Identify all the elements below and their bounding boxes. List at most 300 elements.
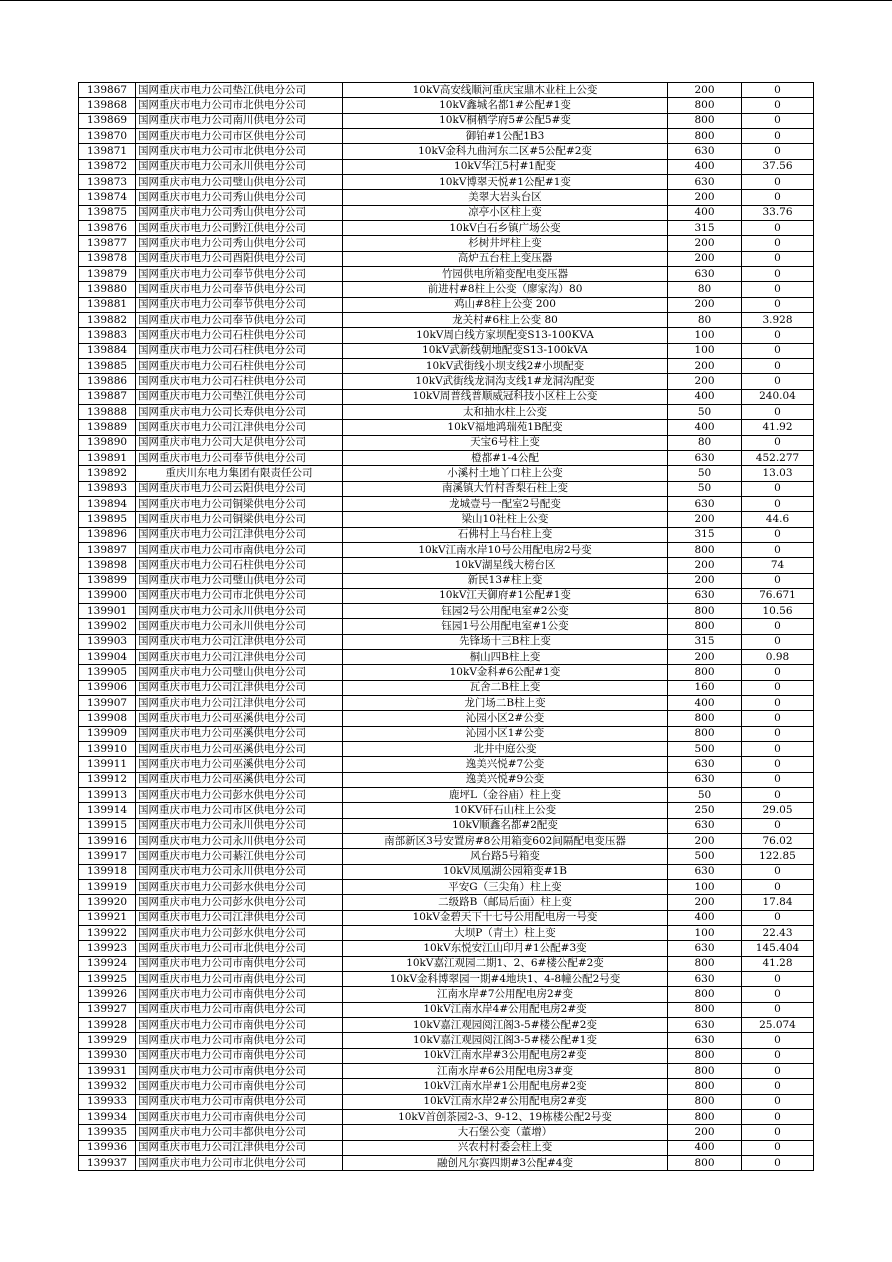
row-id-cell: 139883 xyxy=(79,328,136,343)
capacity-cell: 630 xyxy=(668,818,742,833)
table-row xyxy=(79,358,814,373)
table-row xyxy=(79,1018,814,1033)
transformer-name-cell: 兴农村村委会柱上变 xyxy=(343,1140,668,1155)
load-cell: 0 xyxy=(742,542,814,557)
load-cell: 0 xyxy=(742,190,814,205)
load-cell: 25.074 xyxy=(742,1018,814,1033)
load-cell: 0 xyxy=(742,910,814,925)
load-cell: 0 xyxy=(742,1079,814,1094)
row-id-cell: 139899 xyxy=(79,573,136,588)
company-cell: 国网重庆市电力公司秀山供电分公司 xyxy=(136,205,343,220)
table-row xyxy=(79,834,814,849)
transformer-name-cell: 沁园小区1#公变 xyxy=(343,726,668,741)
table-row xyxy=(79,880,814,895)
load-cell: 0 xyxy=(742,374,814,389)
table-row xyxy=(79,1125,814,1140)
table-row xyxy=(79,466,814,481)
transformer-name-cell: 10kV白石乡镇广场公变 xyxy=(343,220,668,235)
company-cell: 国网重庆市电力公司丰都供电分公司 xyxy=(136,1125,343,1140)
row-id-cell: 139869 xyxy=(79,113,136,128)
row-id-cell: 139935 xyxy=(79,1125,136,1140)
load-cell: 0 xyxy=(742,665,814,680)
capacity-cell: 200 xyxy=(668,236,742,251)
transformer-name-cell: 太和抽水柱上公变 xyxy=(343,404,668,419)
transformer-name-cell: 10kV凤凰湖公园箱变#1B xyxy=(343,864,668,879)
table-row xyxy=(79,481,814,496)
transformer-name-cell: 大坝P（青土）柱上变 xyxy=(343,926,668,941)
row-id-cell: 139928 xyxy=(79,1018,136,1033)
table-row xyxy=(79,849,814,864)
table-row xyxy=(79,343,814,358)
capacity-cell: 630 xyxy=(668,757,742,772)
transformer-name-cell: 新民13#柱上变 xyxy=(343,573,668,588)
capacity-cell: 800 xyxy=(668,1155,742,1170)
table-row xyxy=(79,910,814,925)
load-cell: 0 xyxy=(742,1109,814,1124)
table-row xyxy=(79,144,814,159)
company-cell: 国网重庆市电力公司市北供电分公司 xyxy=(136,588,343,603)
load-cell: 0 xyxy=(742,619,814,634)
table-row xyxy=(79,113,814,128)
transformer-name-cell: 钰园1号公用配电室#1公变 xyxy=(343,619,668,634)
transformer-name-cell: 龙关村#6柱上公变 80 xyxy=(343,312,668,327)
load-cell: 74 xyxy=(742,558,814,573)
table-row xyxy=(79,1094,814,1109)
company-cell: 国网重庆市电力公司长寿供电分公司 xyxy=(136,404,343,419)
load-cell: 0 xyxy=(742,742,814,757)
capacity-cell: 200 xyxy=(668,297,742,312)
company-cell: 国网重庆市电力公司江津供电分公司 xyxy=(136,680,343,695)
row-id-cell: 139930 xyxy=(79,1048,136,1063)
row-id-cell: 139913 xyxy=(79,788,136,803)
capacity-cell: 200 xyxy=(668,834,742,849)
company-cell: 国网重庆市电力公司永川供电分公司 xyxy=(136,834,343,849)
table-row xyxy=(79,450,814,465)
table-row xyxy=(79,987,814,1002)
company-cell: 国网重庆市电力公司市南供电分公司 xyxy=(136,1064,343,1079)
transformer-name-cell: 御铂#1公配1B3 xyxy=(343,128,668,143)
row-id-cell: 139922 xyxy=(79,926,136,941)
load-cell: 240.04 xyxy=(742,389,814,404)
table-row xyxy=(79,1002,814,1017)
company-cell: 国网重庆市电力公司奉节供电分公司 xyxy=(136,312,343,327)
capacity-cell: 200 xyxy=(668,190,742,205)
row-id-cell: 139876 xyxy=(79,220,136,235)
row-id-cell: 139890 xyxy=(79,435,136,450)
row-id-cell: 139907 xyxy=(79,696,136,711)
transformer-name-cell: 10kV周白线方家坝配变S13-100KVA xyxy=(343,328,668,343)
row-id-cell: 139886 xyxy=(79,374,136,389)
company-cell: 国网重庆市电力公司酉阳供电分公司 xyxy=(136,251,343,266)
load-cell: 13.03 xyxy=(742,466,814,481)
capacity-cell: 630 xyxy=(668,941,742,956)
row-id-cell: 139881 xyxy=(79,297,136,312)
load-cell: 0 xyxy=(742,634,814,649)
row-id-cell: 139923 xyxy=(79,941,136,956)
transformer-name-cell: 10kV桐栖学府5#公配5#变 xyxy=(343,113,668,128)
load-cell: 76.02 xyxy=(742,834,814,849)
transformer-name-cell: 小溪村土地丫口柱上公变 xyxy=(343,466,668,481)
transformer-name-cell: 10kV江南水岸4#公用配电房2#变 xyxy=(343,1002,668,1017)
row-id-cell: 139933 xyxy=(79,1094,136,1109)
company-cell: 国网重庆市电力公司市南供电分公司 xyxy=(136,972,343,987)
row-id-cell: 139901 xyxy=(79,604,136,619)
capacity-cell: 250 xyxy=(668,803,742,818)
table-row xyxy=(79,297,814,312)
transformer-name-cell: 鸡山#8柱上公变 200 xyxy=(343,297,668,312)
transformer-name-cell: 10kV周普线普顺威冠科技小区柱上公变 xyxy=(343,389,668,404)
company-cell: 国网重庆市电力公司江津供电分公司 xyxy=(136,696,343,711)
row-id-cell: 139896 xyxy=(79,527,136,542)
load-cell: 0 xyxy=(742,343,814,358)
transformer-name-cell: 龙城壹号一配室2号配变 xyxy=(343,496,668,511)
transformer-name-cell: 沁园小区2#公变 xyxy=(343,711,668,726)
load-cell: 0 xyxy=(742,1094,814,1109)
company-cell: 国网重庆市电力公司江津供电分公司 xyxy=(136,1140,343,1155)
load-cell: 0 xyxy=(742,1140,814,1155)
row-id-cell: 139936 xyxy=(79,1140,136,1155)
capacity-cell: 800 xyxy=(668,726,742,741)
table-row xyxy=(79,205,814,220)
table-row xyxy=(79,1109,814,1124)
table-row xyxy=(79,1033,814,1048)
row-id-cell: 139914 xyxy=(79,803,136,818)
company-cell: 国网重庆市电力公司巫溪供电分公司 xyxy=(136,757,343,772)
transformer-name-cell: 桐山四B柱上变 xyxy=(343,650,668,665)
company-cell: 国网重庆市电力公司彭水供电分公司 xyxy=(136,788,343,803)
company-cell: 国网重庆市电力公司垫江供电分公司 xyxy=(136,83,343,98)
load-cell: 0 xyxy=(742,1048,814,1063)
capacity-cell: 50 xyxy=(668,404,742,419)
company-cell: 国网重庆市电力公司江津供电分公司 xyxy=(136,527,343,542)
transformer-name-cell: 融创凡尔赛四期#3公配#4变 xyxy=(343,1155,668,1170)
load-cell: 145.404 xyxy=(742,941,814,956)
company-cell: 国网重庆市电力公司永川供电分公司 xyxy=(136,619,343,634)
load-cell: 0 xyxy=(742,220,814,235)
transformer-name-cell: 10kV江南水岸2#公用配电房2#变 xyxy=(343,1094,668,1109)
row-id-cell: 139917 xyxy=(79,849,136,864)
load-cell: 10.56 xyxy=(742,604,814,619)
capacity-cell: 50 xyxy=(668,481,742,496)
load-cell: 452.277 xyxy=(742,450,814,465)
load-cell: 0 xyxy=(742,144,814,159)
row-id-cell: 139900 xyxy=(79,588,136,603)
company-cell: 国网重庆市电力公司巫溪供电分公司 xyxy=(136,726,343,741)
transformer-name-cell: 江南水岸#6公用配电房3#变 xyxy=(343,1064,668,1079)
company-cell: 国网重庆市电力公司垫江供电分公司 xyxy=(136,389,343,404)
table-row xyxy=(79,558,814,573)
capacity-cell: 800 xyxy=(668,1109,742,1124)
load-cell: 0 xyxy=(742,1125,814,1140)
load-cell: 0 xyxy=(742,726,814,741)
table-row xyxy=(79,251,814,266)
table-row xyxy=(79,665,814,680)
row-id-cell: 139903 xyxy=(79,634,136,649)
company-cell: 国网重庆市电力公司彭水供电分公司 xyxy=(136,895,343,910)
row-id-cell: 139887 xyxy=(79,389,136,404)
load-cell: 76.671 xyxy=(742,588,814,603)
company-cell: 国网重庆市电力公司巫溪供电分公司 xyxy=(136,711,343,726)
row-id-cell: 139895 xyxy=(79,512,136,527)
table-row xyxy=(79,266,814,281)
capacity-cell: 800 xyxy=(668,619,742,634)
table-row xyxy=(79,420,814,435)
company-cell: 国网重庆市电力公司璧山供电分公司 xyxy=(136,174,343,189)
row-id-cell: 139919 xyxy=(79,880,136,895)
table-row xyxy=(79,803,814,818)
transformer-name-cell: 大石堡公变（董增） xyxy=(343,1125,668,1140)
table-row xyxy=(79,1064,814,1079)
load-cell: 3.928 xyxy=(742,312,814,327)
company-cell: 国网重庆市电力公司石柱供电分公司 xyxy=(136,328,343,343)
row-id-cell: 139926 xyxy=(79,987,136,1002)
transformer-name-cell: 风台路5号箱变 xyxy=(343,849,668,864)
capacity-cell: 80 xyxy=(668,312,742,327)
capacity-cell: 200 xyxy=(668,251,742,266)
company-cell: 国网重庆市电力公司市北供电分公司 xyxy=(136,98,343,113)
row-id-cell: 139909 xyxy=(79,726,136,741)
table-row xyxy=(79,220,814,235)
capacity-cell: 50 xyxy=(668,466,742,481)
load-cell: 0 xyxy=(742,98,814,113)
load-cell: 0 xyxy=(742,83,814,98)
capacity-cell: 200 xyxy=(668,1125,742,1140)
capacity-cell: 630 xyxy=(668,972,742,987)
table-row xyxy=(79,236,814,251)
row-id-cell: 139880 xyxy=(79,282,136,297)
row-id-cell: 139902 xyxy=(79,619,136,634)
transformer-name-cell: 逸美兴悦#7公变 xyxy=(343,757,668,772)
table-row xyxy=(79,83,814,98)
capacity-cell: 630 xyxy=(668,1018,742,1033)
row-id-cell: 139932 xyxy=(79,1079,136,1094)
company-cell: 国网重庆市电力公司市区供电分公司 xyxy=(136,803,343,818)
row-id-cell: 139906 xyxy=(79,680,136,695)
capacity-cell: 500 xyxy=(668,742,742,757)
row-id-cell: 139904 xyxy=(79,650,136,665)
row-id-cell: 139891 xyxy=(79,450,136,465)
table-row xyxy=(79,650,814,665)
company-cell: 国网重庆市电力公司奉节供电分公司 xyxy=(136,450,343,465)
table-row xyxy=(79,573,814,588)
transformer-name-cell: 10kV首创茶园2-3、9-12、19栋楼公配2号变 xyxy=(343,1109,668,1124)
row-id-cell: 139915 xyxy=(79,818,136,833)
row-id-cell: 139916 xyxy=(79,834,136,849)
load-cell: 0 xyxy=(742,358,814,373)
load-cell: 0 xyxy=(742,113,814,128)
company-cell: 国网重庆市电力公司秀山供电分公司 xyxy=(136,236,343,251)
load-cell: 0 xyxy=(742,1064,814,1079)
table-row xyxy=(79,772,814,787)
load-cell: 0 xyxy=(742,788,814,803)
company-cell: 国网重庆市电力公司秀山供电分公司 xyxy=(136,190,343,205)
row-id-cell: 139872 xyxy=(79,159,136,174)
transformer-name-cell: 凉亭小区柱上变 xyxy=(343,205,668,220)
row-id-cell: 139878 xyxy=(79,251,136,266)
transformer-name-cell: 10kV金科九曲河东二区#5公配#2变 xyxy=(343,144,668,159)
load-cell: 0 xyxy=(742,496,814,511)
company-cell: 国网重庆市电力公司石柱供电分公司 xyxy=(136,558,343,573)
load-cell: 0 xyxy=(742,987,814,1002)
company-cell: 国网重庆市电力公司江津供电分公司 xyxy=(136,420,343,435)
load-cell: 0 xyxy=(742,573,814,588)
transformer-name-cell: 瓦舍二B柱上变 xyxy=(343,680,668,695)
table-row xyxy=(79,389,814,404)
capacity-cell: 315 xyxy=(668,634,742,649)
transformer-name-cell: 梁山10社柱上公变 xyxy=(343,512,668,527)
row-id-cell: 139908 xyxy=(79,711,136,726)
row-id-cell: 139894 xyxy=(79,496,136,511)
capacity-cell: 200 xyxy=(668,512,742,527)
capacity-cell: 400 xyxy=(668,1140,742,1155)
load-cell: 0 xyxy=(742,972,814,987)
transformer-name-cell: 高炉五台柱上变压器 xyxy=(343,251,668,266)
transformer-name-cell: 10kV博翠天悦#1公配#1变 xyxy=(343,174,668,189)
company-cell: 国网重庆市电力公司黔江供电分公司 xyxy=(136,220,343,235)
table-row xyxy=(79,956,814,971)
transformer-name-cell: 10kV嘉江观园阅江阁3-5#楼公配#2变 xyxy=(343,1018,668,1033)
capacity-cell: 630 xyxy=(668,266,742,281)
company-cell: 国网重庆市电力公司铜梁供电分公司 xyxy=(136,512,343,527)
transformer-name-cell: 10kV武街线小坝支线2#小坝配变 xyxy=(343,358,668,373)
table-row xyxy=(79,190,814,205)
company-cell: 国网重庆市电力公司永川供电分公司 xyxy=(136,818,343,833)
table-row xyxy=(79,527,814,542)
row-id-cell: 139897 xyxy=(79,542,136,557)
transformer-name-cell: 10kV嘉江观园阅江阁3-5#楼公配#1变 xyxy=(343,1033,668,1048)
company-cell: 国网重庆市电力公司江津供电分公司 xyxy=(136,650,343,665)
transformer-name-cell: 天宝6号柱上变 xyxy=(343,435,668,450)
capacity-cell: 800 xyxy=(668,665,742,680)
row-id-cell: 139874 xyxy=(79,190,136,205)
capacity-cell: 800 xyxy=(668,1064,742,1079)
table-row xyxy=(79,1155,814,1170)
capacity-cell: 800 xyxy=(668,542,742,557)
transformer-name-cell: 10kV武新线朝地配变S13-100kVA xyxy=(343,343,668,358)
capacity-cell: 800 xyxy=(668,987,742,1002)
transformer-name-cell: 橙都#1-4公配 xyxy=(343,450,668,465)
company-cell: 国网重庆市电力公司奉节供电分公司 xyxy=(136,297,343,312)
load-cell: 37.56 xyxy=(742,159,814,174)
row-id-cell: 139924 xyxy=(79,956,136,971)
company-cell: 国网重庆市电力公司市南供电分公司 xyxy=(136,1002,343,1017)
capacity-cell: 200 xyxy=(668,83,742,98)
load-cell: 0 xyxy=(742,404,814,419)
table-row xyxy=(79,98,814,113)
table-row xyxy=(79,282,814,297)
company-cell: 国网重庆市电力公司永川供电分公司 xyxy=(136,864,343,879)
row-id-cell: 139911 xyxy=(79,757,136,772)
transformer-name-cell: 10kV东悦安江山印月#1公配#3变 xyxy=(343,941,668,956)
capacity-cell: 200 xyxy=(668,650,742,665)
company-cell: 重庆川东电力集团有限责任公司 xyxy=(136,466,343,481)
transformer-name-cell: 龙门场二B柱上变 xyxy=(343,696,668,711)
company-cell: 国网重庆市电力公司璧山供电分公司 xyxy=(136,573,343,588)
capacity-cell: 630 xyxy=(668,864,742,879)
transformer-name-cell: 10kV嘉江观园二期1、2、6#楼公配#2变 xyxy=(343,956,668,971)
load-cell: 0 xyxy=(742,1033,814,1048)
load-cell: 0.98 xyxy=(742,650,814,665)
transformer-name-cell: 鹿坪L（金谷庙）柱上变 xyxy=(343,788,668,803)
table-row xyxy=(79,312,814,327)
company-cell: 国网重庆市电力公司市南供电分公司 xyxy=(136,1018,343,1033)
company-cell: 国网重庆市电力公司云阳供电分公司 xyxy=(136,481,343,496)
capacity-cell: 630 xyxy=(668,588,742,603)
transformer-name-cell: 10kV金科博翠园一期#4地块1、4-8幢公配2号变 xyxy=(343,972,668,987)
capacity-cell: 800 xyxy=(668,128,742,143)
load-cell: 0 xyxy=(742,328,814,343)
company-cell: 国网重庆市电力公司市南供电分公司 xyxy=(136,1094,343,1109)
capacity-cell: 800 xyxy=(668,711,742,726)
company-cell: 国网重庆市电力公司石柱供电分公司 xyxy=(136,374,343,389)
capacity-cell: 315 xyxy=(668,220,742,235)
company-cell: 国网重庆市电力公司市南供电分公司 xyxy=(136,1109,343,1124)
load-cell: 0 xyxy=(742,1155,814,1170)
row-id-cell: 139867 xyxy=(79,83,136,98)
table-row xyxy=(79,742,814,757)
capacity-cell: 100 xyxy=(668,328,742,343)
table-row xyxy=(79,542,814,557)
table-row xyxy=(79,757,814,772)
transformer-name-cell: 二级路B（邮局后面）柱上变 xyxy=(343,895,668,910)
table-body xyxy=(79,83,814,1171)
table-row xyxy=(79,1140,814,1155)
table-row xyxy=(79,788,814,803)
table-row xyxy=(79,328,814,343)
transformer-name-cell: 江南水岸#7公用配电房2#变 xyxy=(343,987,668,1002)
table-row xyxy=(79,680,814,695)
transformer-name-cell: 10kV湖星线大榜台区 xyxy=(343,558,668,573)
table-row xyxy=(79,496,814,511)
capacity-cell: 800 xyxy=(668,604,742,619)
company-cell: 国网重庆市电力公司江津供电分公司 xyxy=(136,910,343,925)
capacity-cell: 800 xyxy=(668,1094,742,1109)
capacity-cell: 200 xyxy=(668,895,742,910)
company-cell: 国网重庆市电力公司彭水供电分公司 xyxy=(136,880,343,895)
table-row xyxy=(79,588,814,603)
capacity-cell: 630 xyxy=(668,450,742,465)
load-cell: 0 xyxy=(742,174,814,189)
company-cell: 国网重庆市电力公司市南供电分公司 xyxy=(136,542,343,557)
table-row xyxy=(79,864,814,879)
transformer-name-cell: 10KV矸石山柱上公变 xyxy=(343,803,668,818)
capacity-cell: 630 xyxy=(668,144,742,159)
table-row xyxy=(79,711,814,726)
capacity-cell: 50 xyxy=(668,788,742,803)
transformer-name-cell: 前进村#8柱上公变（廖家沟）80 xyxy=(343,282,668,297)
load-cell: 0 xyxy=(742,527,814,542)
row-id-cell: 139875 xyxy=(79,205,136,220)
capacity-cell: 400 xyxy=(668,205,742,220)
table-row xyxy=(79,696,814,711)
row-id-cell: 139905 xyxy=(79,665,136,680)
transformer-name-cell: 北井中庭公变 xyxy=(343,742,668,757)
capacity-cell: 80 xyxy=(668,282,742,297)
load-cell: 0 xyxy=(742,772,814,787)
load-cell: 44.6 xyxy=(742,512,814,527)
top-rule xyxy=(0,0,892,1)
table-row xyxy=(79,174,814,189)
capacity-cell: 80 xyxy=(668,435,742,450)
capacity-cell: 500 xyxy=(668,849,742,864)
transformer-name-cell: 10kV江南水岸#3公用配电房2#变 xyxy=(343,1048,668,1063)
transformer-name-cell: 平安G（三尖角）柱上变 xyxy=(343,880,668,895)
load-cell: 0 xyxy=(742,266,814,281)
company-cell: 国网重庆市电力公司市区供电分公司 xyxy=(136,128,343,143)
transformer-name-cell: 10kV高安线顺河重庆宝鼎木业柱上公变 xyxy=(343,83,668,98)
table-row xyxy=(79,619,814,634)
table-row xyxy=(79,726,814,741)
